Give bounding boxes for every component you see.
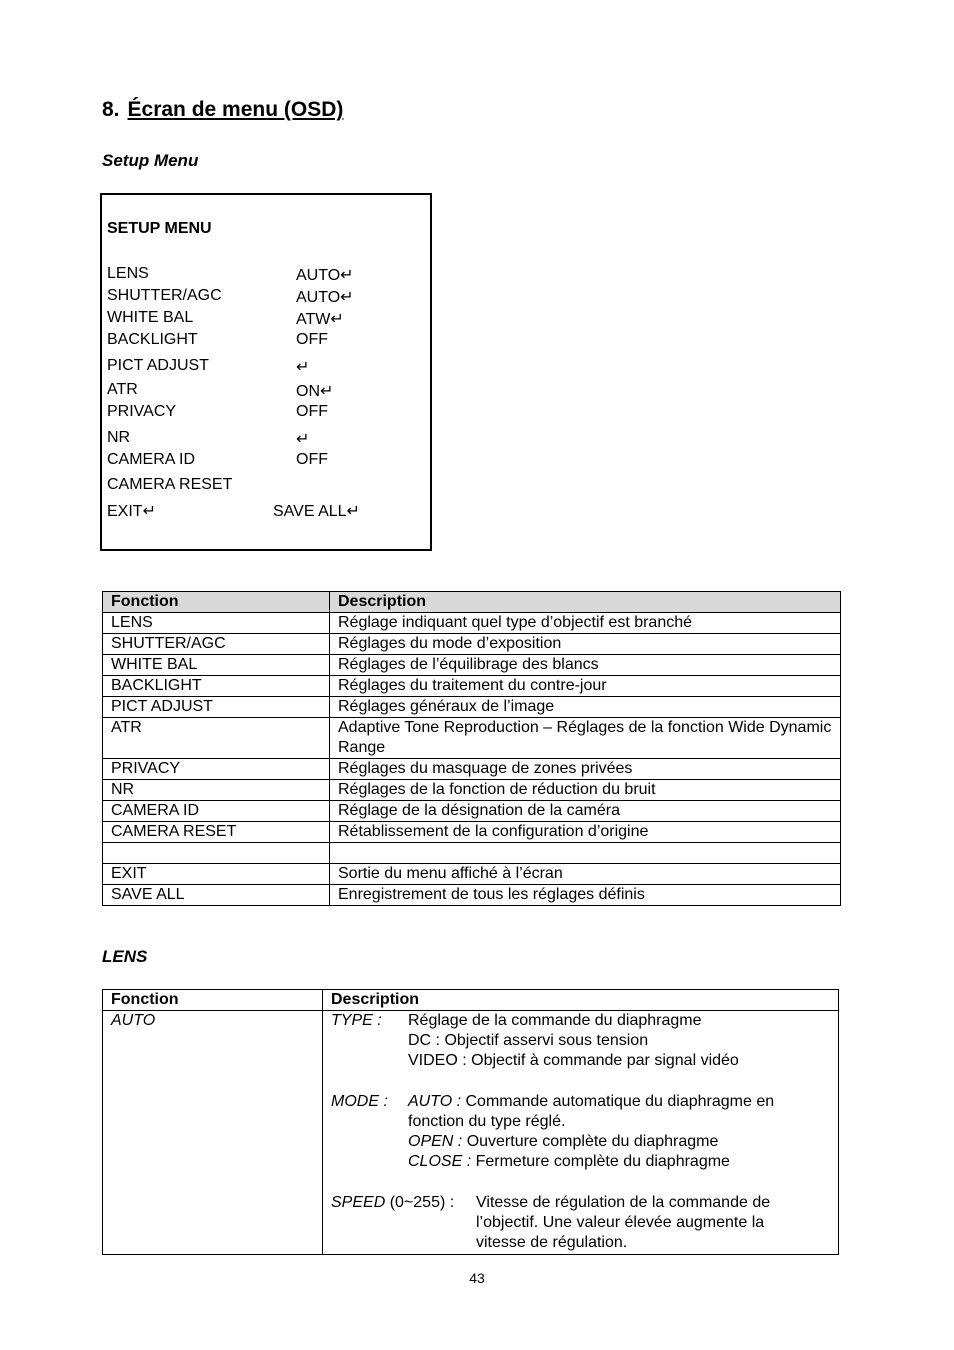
speed-line: Vitesse de régulation de la commande de: [476, 1194, 771, 1211]
type-line: DC : Objectif asservi sous tension: [408, 1032, 649, 1049]
page-number: 43: [469, 1270, 485, 1286]
table-row: PRIVACY Réglages du masquage de zones privées: [103, 759, 841, 780]
osd-row-atr: ATR ON↵: [107, 381, 334, 400]
lens-description: [323, 1011, 839, 1255]
osd-row-shutter: SHUTTER/AGC AUTO↵: [107, 287, 354, 306]
lens-function-auto: AUTO: [103, 1011, 323, 1255]
speed-line: l’objectif. Une valeur élevée augmente la: [476, 1214, 765, 1231]
table-header-row: [103, 990, 839, 1011]
table-row: WHITE BAL Réglages de l’équilibrage des blancs: [103, 655, 841, 676]
table-row: NR Réglages de la fonction de réduction du bruit: [103, 780, 841, 801]
table-row: CAMERA ID Réglage de la désignation de la caméra: [103, 801, 841, 822]
mode-label: MODE :: [331, 1093, 388, 1110]
osd-menu-box: [100, 193, 432, 551]
header-description: Description: [323, 990, 839, 1011]
osd-row-white-bal: WHITE BAL ATW↵: [107, 309, 344, 328]
table-header-row: [103, 592, 841, 613]
section-title: Écran de menu (OSD): [127, 98, 344, 121]
table-row: BACKLIGHT Réglages du traitement du contre-jour: [103, 676, 841, 697]
table-row: EXIT Sortie du menu affiché à l’écran: [103, 864, 841, 885]
osd-row-privacy: PRIVACY OFF: [107, 403, 328, 420]
table-row: SAVE ALL Enregistrement de tous les réglages définis: [103, 885, 841, 906]
osd-row-lens: LENS AUTO↵: [107, 265, 354, 284]
osd-row-backlight: BACKLIGHT OFF: [107, 331, 328, 348]
mode-open-line: OPEN : Ouverture complète du diaphragme: [408, 1133, 719, 1150]
section-heading: [102, 98, 343, 122]
section-number: 8.: [102, 98, 120, 121]
speed-line: vitesse de régulation.: [476, 1234, 628, 1251]
table-row: CAMERA RESET Rétablissement de la configuration d’origine: [103, 822, 841, 843]
osd-title: SETUP MENU: [107, 220, 212, 237]
osd-row-camera-reset: CAMERA RESET: [107, 476, 233, 493]
header-description: Description: [330, 592, 841, 613]
function-table: [102, 591, 841, 906]
mode-close-line: CLOSE : Fermeture complète du diaphragme: [408, 1153, 730, 1170]
table-row: ATR Adaptive Tone Reproduction – Réglages de la fonction Wide Dynamic Range: [103, 718, 841, 759]
osd-row-nr: NR ↵: [107, 429, 310, 448]
setup-menu-label: Setup Menu: [102, 151, 199, 170]
table-row: LENS Réglage indiquant quel type d’objectif est branché: [103, 613, 841, 634]
mode-auto-line: AUTO : Commande automatique du diaphragme en: [408, 1093, 775, 1110]
type-line: VIDEO : Objectif à commande par signal vidéo: [408, 1052, 739, 1069]
table-row-empty: [103, 843, 841, 864]
table-row: SHUTTER/AGC Réglages du mode d’exposition: [103, 634, 841, 655]
table-row: [103, 1011, 839, 1255]
osd-row-pict-adjust: PICT ADJUST ↵: [107, 357, 310, 376]
osd-row-exit-save: EXIT↵ SAVE ALL↵: [107, 503, 360, 520]
type-label: TYPE :: [331, 1012, 382, 1029]
mode-auto-line2: fonction du type réglé.: [408, 1113, 566, 1130]
header-fonction: Fonction: [103, 592, 330, 613]
osd-row-camera-id: CAMERA ID OFF: [107, 451, 328, 468]
lens-section-label: LENS: [102, 947, 148, 966]
type-line: Réglage de la commande du diaphragme: [408, 1012, 702, 1029]
lens-table: [102, 989, 839, 1255]
table-row: PICT ADJUST Réglages généraux de l’image: [103, 697, 841, 718]
header-fonction: Fonction: [103, 990, 323, 1011]
speed-label: SPEED (0~255) :: [331, 1194, 455, 1211]
